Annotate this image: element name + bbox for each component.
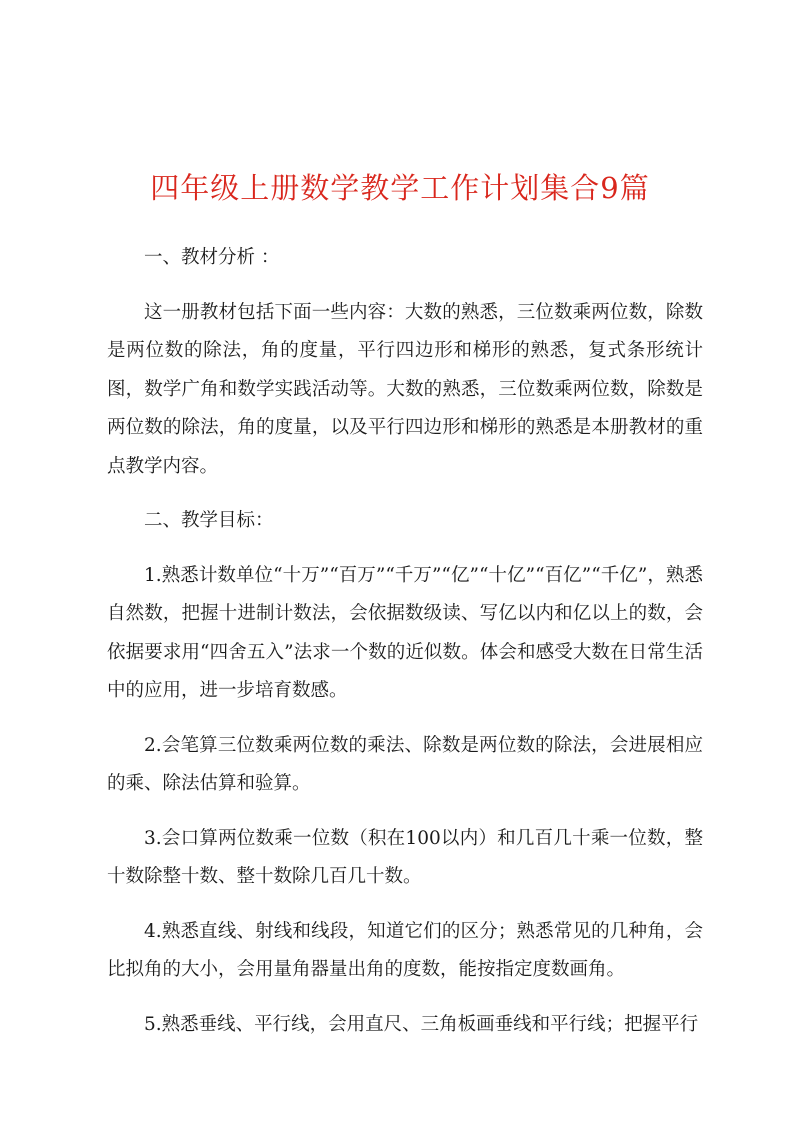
goal-item-1: 1.熟悉计数单位“十万”“百万”“千万”“亿”“十亿”“百亿”“千亿”，熟悉自然数，把握十进制计数法，会依据数级读、写亿以内和亿以上的数，会依据要求用“四舍五入”法求一个数的近似数。体会和感受大数在日常生活中的应用，进一步培育数感。 — [107, 564, 703, 701]
paragraph-textbook-content: 这一册教材包括下面一些内容：大数的熟悉，三位数乘两位数，除数是两位数的除法，角的度量，平行四边形和梯形的熟悉，复式条形统计图，数学广角和数学实践活动等。大数的熟悉，三位数乘两位数，除数是两位数的除法，角的度量，以及平行四边形和梯形的熟悉是本册教材的重点教学内容。 — [107, 301, 703, 477]
document-title: 四年级上册数学教学工作计划集合9篇 — [150, 171, 650, 205]
section-heading-textbook-analysis: 一、教材分析 ： — [144, 247, 280, 268]
goal-item-4: 4.熟悉直线、射线和线段，知道它们的区分；熟悉常见的几种角，会比拟角的大小，会用量角器量出角的度数，能按指定度数画角。 — [107, 920, 703, 980]
goal-item-2: 2.会笔算三位数乘两位数的乘法、除数是两位数的除法，会进展相应的乘、除法估算和验算。 — [107, 734, 703, 794]
goal-item-5: 5.熟悉垂线、平行线，会用直尺、三角板画垂线和平行线；把握平行 — [144, 1013, 699, 1035]
document-body — [107, 239, 703, 1060]
section-heading-teaching-goals: 二、教学目标： — [144, 510, 274, 531]
goal-item-3: 3.会口算两位数乘一位数（积在100以内）和几百几十乘一位数，整十数除整十数、整十数除几百几十数。 — [107, 827, 703, 887]
